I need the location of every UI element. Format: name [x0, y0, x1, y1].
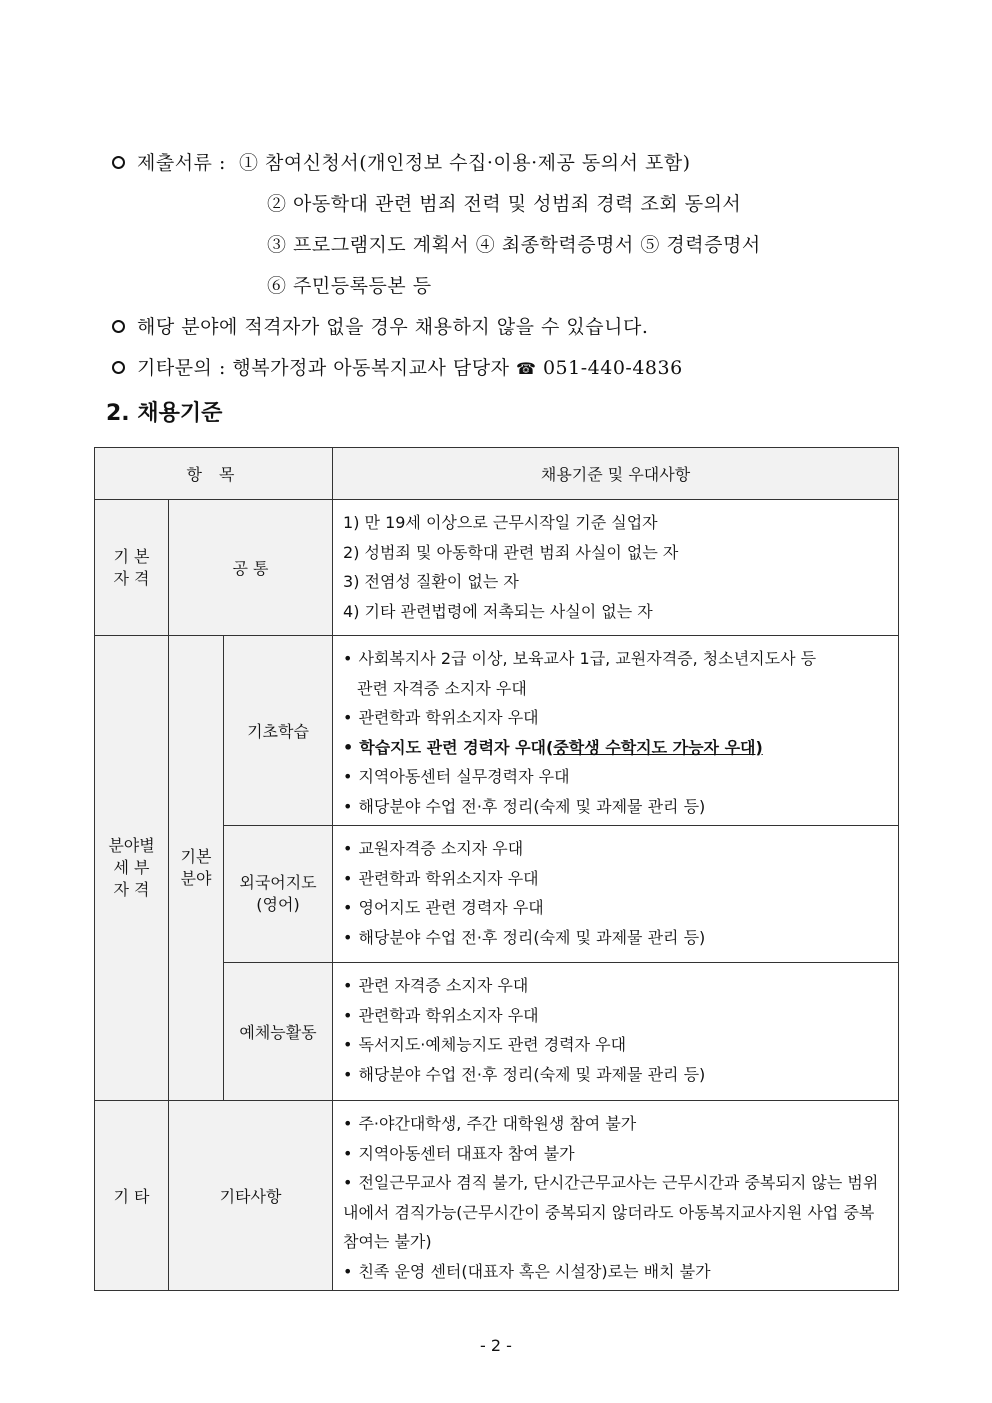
contact-line	[112, 353, 683, 380]
list-item: • 관련학과 학위소지자 우대	[343, 864, 888, 894]
docs-item-3: ③ 프로그램지도 계획서 ④ 최종학력증명서 ⑤ 경력증명서	[267, 234, 761, 256]
list-item: • 해당분야 수업 전·후 정리(숙제 및 과제물 관리 등)	[343, 923, 888, 953]
docs-label: 제출서류 :	[137, 152, 226, 174]
phone-icon: ☎	[515, 359, 537, 378]
basic-learning-label: 기초학습	[224, 636, 333, 826]
contact-text: 기타문의 : 행복가정과 아동복지교사 담당자	[137, 357, 510, 379]
other-group-cell: 기 타	[95, 1101, 169, 1291]
notice-text: 해당 분야에 적격자가 없을 경우 채용하지 않을 수 있습니다.	[137, 316, 649, 338]
table-row-other	[95, 1101, 899, 1291]
list-item-bold	[343, 733, 888, 763]
list-item: • 전일근무교사 겸직 불가, 단시간근무교사는 근무시간과 중복되지 않는 범위 내에서 겸직가능(근무시간이 중복되지 않더라도 아동복지교사지원 사업 중복참여는 불가)	[343, 1168, 888, 1257]
circle-bullet-icon	[112, 156, 125, 169]
underlined-text: 중학생 수학지도 가능자 우대)	[553, 737, 763, 757]
basic-sub-cell: 공 통	[169, 500, 333, 636]
basic-learning-items-cell	[333, 636, 899, 826]
bold-text: 학습지도 관련 경력자 우대(	[359, 737, 554, 757]
list-item: • 독서지도·예체능지도 관련 경력자 우대	[343, 1030, 888, 1060]
list-item: 3) 전염성 질환이 없는 자	[343, 572, 519, 591]
field-sub-cell: 기본 분야	[169, 636, 224, 1101]
other-items-cell	[333, 1101, 899, 1291]
table-row-basic-learning	[95, 636, 899, 826]
list-item: • 영어지도 관련 경력자 우대	[343, 893, 888, 923]
docs-item-2: ② 아동학대 관련 범죄 전력 및 성범죄 경력 조회 동의서	[267, 193, 742, 215]
list-item: • 지역아동센터 실무경력자 우대	[343, 762, 888, 792]
list-item: • 친족 운영 센터(대표자 혹은 시설장)로는 배치 불가	[343, 1257, 888, 1287]
table-row-basic	[95, 500, 899, 636]
table-header-row	[95, 448, 899, 500]
list-item: 4) 기타 관련법령에 저촉되는 사실이 없는 자	[343, 601, 653, 621]
header-criteria: 채용기준 및 우대사항	[333, 448, 899, 500]
page-number: - 2 -	[480, 1336, 512, 1355]
list-item: • 관련학과 학위소지자 우대	[343, 1001, 888, 1031]
list-item: • 해당분야 수업 전·후 정리(숙제 및 과제물 관리 등)	[343, 792, 888, 822]
list-item: • 주·야간대학생, 주간 대학원생 참여 불가	[343, 1109, 888, 1139]
foreign-items-cell	[333, 826, 899, 963]
basic-group-cell: 기 본 자 격	[95, 500, 169, 636]
list-item: 1) 만 19세 이상으로 근무시작일 기준 실업자	[343, 513, 658, 532]
list-item: 2) 성범죄 및 아동학대 관련 범죄 사실이 없는 자	[343, 542, 679, 562]
list-item: • 관련학과 학위소지자 우대	[343, 703, 888, 733]
foreign-label: 외국어지도 (영어)	[224, 826, 333, 963]
circle-bullet-icon	[112, 320, 125, 333]
contact-phone: 051-440-4836	[542, 357, 683, 379]
circle-bullet-icon	[112, 361, 125, 374]
other-sub-cell: 기타사항	[169, 1101, 333, 1291]
list-item: • 교원자격증 소지자 우대	[343, 834, 888, 864]
criteria-table	[94, 447, 899, 1291]
list-item: • 관련 자격증 소지자 우대	[343, 971, 888, 1001]
header-item: 항 목	[95, 448, 333, 500]
field-group-cell: 분야별 세 부 자 격	[95, 636, 169, 1101]
section-title: 2. 채용기준	[106, 401, 223, 426]
docs-item-4: ⑥ 주민등록등본 등	[267, 275, 432, 297]
notice-line	[112, 312, 648, 339]
basic-items-cell	[333, 500, 899, 636]
docs-line-1	[112, 148, 691, 175]
list-item: • 사회복지사 2급 이상, 보육교사 1급, 교원자격증, 청소년지도사 등	[343, 644, 888, 674]
arts-items-cell	[333, 963, 899, 1101]
list-item: • 지역아동센터 대표자 참여 불가	[343, 1139, 888, 1169]
list-item: 관련 자격증 소지자 우대	[357, 678, 527, 698]
list-item: • 해당분야 수업 전·후 정리(숙제 및 과제물 관리 등)	[343, 1060, 888, 1090]
docs-item-1: ① 참여신청서(개인정보 수집·이용·제공 동의서 포함)	[238, 152, 691, 174]
arts-label: 예체능활동	[224, 963, 333, 1101]
